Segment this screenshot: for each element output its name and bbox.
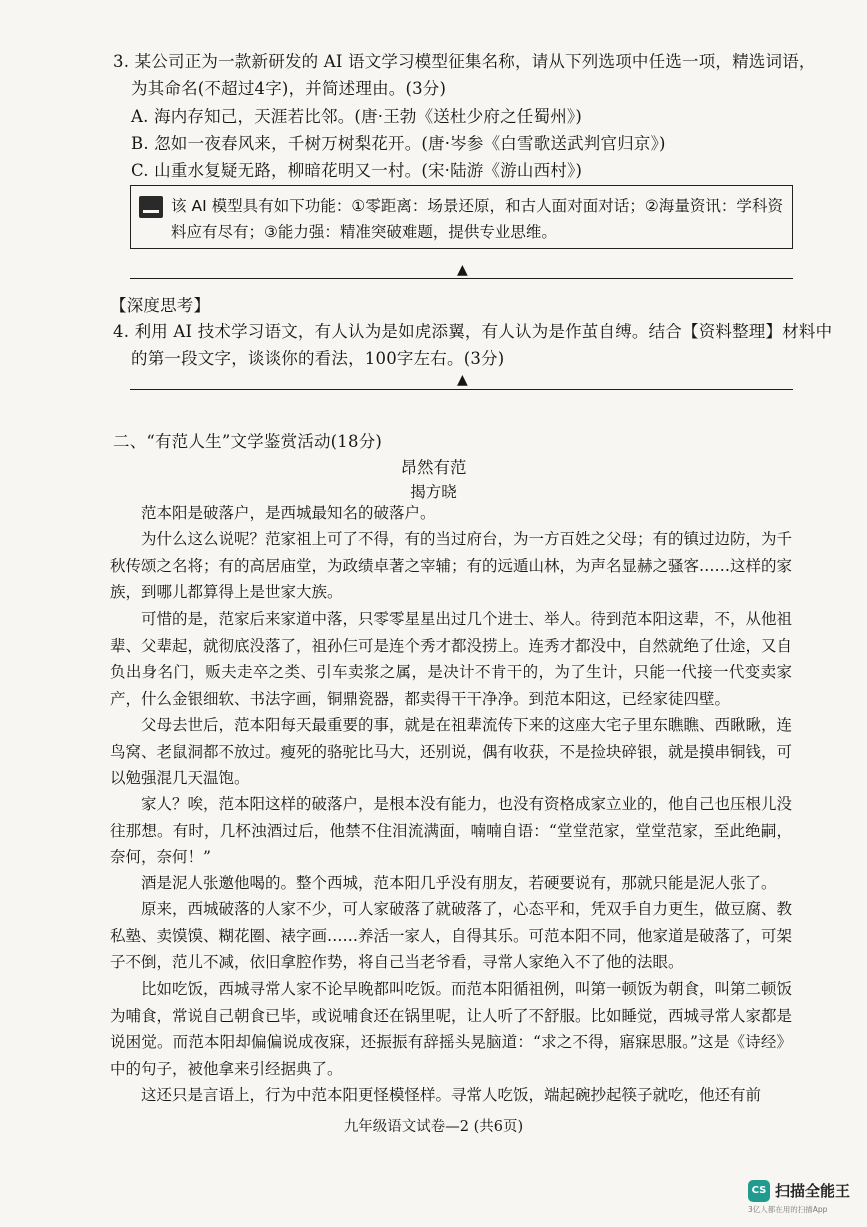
story-paragraph-3: 可惜的是，范家后来家道中落，只零零星星出过几个进士、举人。待到范本阳这辈，不，从他祖辈、父辈起，就彻底没落了，祖孙仨可是连个秀才都没捞上。连秀才都没中，自然就绝了仕途，又自负出身名门，贩夫走卒之类、引车卖浆之属，是决计不肯干的，为了生计，只能一代接一代变卖家产，什么金银细软、书法字画，铜鼎瓷器，都卖得干干净净。到范本阳这，已经家徒四壁。 <box>110 610 793 708</box>
story-title: 昂然有范 <box>400 458 467 477</box>
q4-prompt-line1: 4. 利用 AI 技术学习语文，有人认为是如虎添翼，有人认为是作茧自缚。结合【资料整理】材料中 <box>113 322 833 341</box>
story-paragraph-5: 家人？唉，范本阳这样的破落户，是根本没有能力，也没有资格成家立业的，他自己也压根儿没往那想。有时，几杯浊酒过后，他禁不住泪流满面，喃喃自语：“堂堂范家，堂堂范家，至此绝嗣，奈何，奈何！” <box>110 795 793 866</box>
q3-option-b: B. 忽如一夜春风来，千树万树梨花开。(唐·岑参《白雪歌送武判官归京》) <box>131 134 666 153</box>
story-paragraph-9: 这还只是言语上，行为中范本阳更怪模怪样。寻常人吃饭，端起碗抄起筷子就吃，他还有前 <box>141 1086 762 1104</box>
ai-illustration-icon <box>139 196 163 218</box>
scanner-logo-icon: CS <box>748 1180 770 1202</box>
q3-answer-line[interactable] <box>130 278 793 279</box>
q4-prompt-line2: 的第一段文字，谈谈你的看法，100字左右。(3分) <box>131 349 505 368</box>
ai-model-feature-box <box>130 185 793 249</box>
q4-answer-marker: ▲ <box>457 372 468 388</box>
story-paragraph-6: 酒是泥人张邀他喝的。整个西城，范本阳几乎没有朋友，若硬要说有，那就只能是泥人张了。 <box>141 874 777 892</box>
q3-answer-marker: ▲ <box>457 262 468 278</box>
q3-prompt-line2: 为其命名(不超过4字)，并简述理由。(3分) <box>131 79 447 98</box>
q3-prompt-line1: 3. 某公司正为一款新研发的 AI 语文学习模型征集名称，请从下列选项中任选一项，精选词语， <box>113 52 816 71</box>
story-paragraph-8: 比如吃饭，西城寻常人家不论早晚都叫吃饭。而范本阳循祖例，叫第一顿饭为朝食，叫第二顿饭为哺食，常说自己朝食已毕，或说哺食还在锅里呢，让人听了不舒服。比如睡觉，西城寻常人家都是说困觉。而范本阳却偏偏说成夜寐，还振振有辞摇头晃脑道：“求之不得，寤寐思服。”这是《诗经》中的句子，被他拿来引经据典了。 <box>110 980 793 1078</box>
story-paragraph-1: 范本阳是破落户，是西城最知名的破落户。 <box>141 504 436 522</box>
story-paragraph-4: 父母去世后，范本阳每天最重要的事，就是在祖辈流传下来的这座大宅子里东瞧瞧、西瞅瞅，连鸟窝、老鼠洞都不放过。瘦死的骆驼比马大，还别说，偶有收获，不是捡块碎银，就是摸串铜钱，可以勉强混几天温饱。 <box>110 716 793 787</box>
story-author: 揭方晓 <box>410 483 457 501</box>
scanner-watermark <box>748 1175 860 1215</box>
story-paragraph-7: 原来，西城破落的人家不少，可人家破落了就破落了，心态平和，凭双手自力更生，做豆腐、教私塾、卖馍馍、糊花圈、裱字画……养活一家人，自得其乐。可范本阳不同，他家道是破落了，可架子不倒，范儿不减，依旧拿腔作势，将自己当老爷看，寻常人家绝入不了他的法眼。 <box>110 900 793 971</box>
q4-answer-line[interactable] <box>130 389 793 390</box>
scanner-app-name: 扫描全能王 <box>775 1182 851 1200</box>
q3-option-c: C. 山重水复疑无路，柳暗花明又一村。(宋·陆游《游山西村》) <box>131 161 583 180</box>
q3-option-a: A. 海内存知己，天涯若比邻。(唐·王勃《送杜少府之任蜀州》) <box>131 107 582 126</box>
scanner-slogan: 3亿人都在用的扫描App <box>748 1205 828 1214</box>
q4-section-tag: 【深度思考】 <box>110 296 211 315</box>
page-footer: 九年级语文试卷—2 (共6页) <box>343 1119 524 1135</box>
story-paragraph-2: 为什么这么说呢？范家祖上可了不得，有的当过府台，为一方百姓之父母；有的镇过边防，为千秋传颂之名将；有的高居庙堂，为政绩卓著之宰辅；有的远遁山林，为声名显赫之骚客……这样的家族，到哪儿都算得上是世家大族。 <box>110 530 793 601</box>
section2-heading: 二、“有范人生”文学鉴赏活动(18分) <box>113 432 383 451</box>
ai-model-feature-text: 该 AI 模型具有如下功能：①零距离：场景还原，和古人面对面对话；②海量资讯：学科资料应有尽有；③能力强：精准突破难题，提供专业思维。 <box>171 197 783 241</box>
